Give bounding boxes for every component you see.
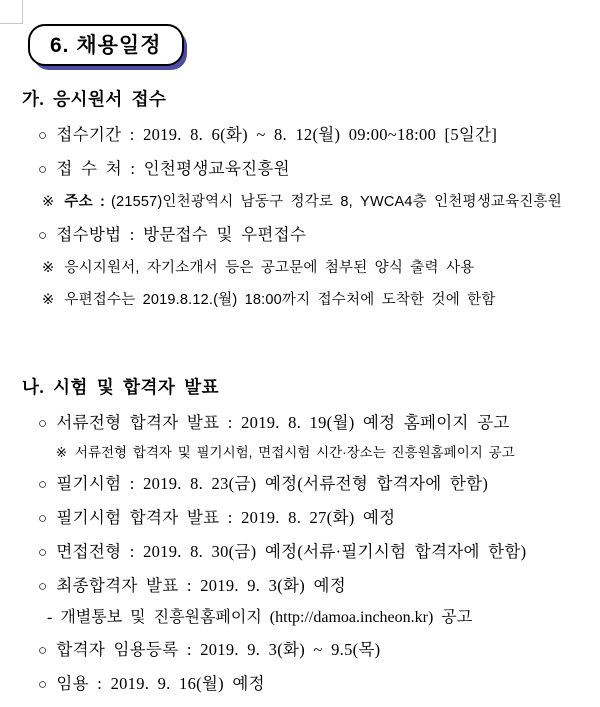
schedule-item-reception-place: [38, 159, 600, 180]
item-text: 우편접수는 2019.8.12.(월) 18:00까지 접수처에 도착한 것에 한함: [64, 292, 496, 308]
reference-mark-icon: ※: [42, 292, 55, 308]
reference-mark-icon: ※: [56, 445, 67, 460]
item-text: 서류전형 합격자 및 필기시험, 면접시험 시간·장소는 진흥원홈페이지 공고: [74, 445, 515, 460]
item-text: 서류전형 합격자 발표 : 2019. 8. 19(월) 예정 홈페이지 공고: [56, 413, 510, 432]
circle-bullet-icon: ○: [38, 162, 48, 178]
note-item-forms: [42, 259, 600, 278]
circle-bullet-icon: ○: [38, 511, 48, 527]
circle-bullet-icon: ○: [38, 545, 48, 561]
item-text: 접수기간 : 2019. 8. 6(화) ~ 8. 12(월) 09:00~18:00 [5일간]: [56, 125, 498, 144]
item-text: 최종합격자 발표 : 2019. 9. 3(화) 예정: [56, 576, 346, 595]
item-text: 면접전형 : 2019. 8. 30(금) 예정(서류·필기시험 합격자에 한함): [56, 542, 527, 561]
schedule-item-appointment: [38, 674, 600, 695]
item-text: 합격자 임용등록 : 2019. 9. 3(화) ~ 9.5(목): [56, 640, 381, 659]
circle-bullet-icon: ○: [38, 579, 48, 595]
item-text: (21557)인천광역시 남동구 정각로 8, YWCA4층 인천평생교육진흥원: [111, 194, 562, 210]
circle-bullet-icon: ○: [38, 228, 48, 244]
item-text: 임용 : 2019. 9. 16(월) 예정: [56, 674, 265, 693]
circle-bullet-icon: ○: [38, 416, 48, 432]
schedule-item-written-pass: [38, 508, 600, 529]
reference-mark-icon: ※: [42, 194, 55, 210]
circle-bullet-icon: ○: [38, 128, 48, 144]
schedule-item-interview: [38, 542, 600, 563]
section-exam-results: [0, 374, 600, 695]
schedule-item-reception-method: [38, 225, 600, 246]
dash-bullet-icon: -: [47, 609, 53, 626]
note-label: 주소 :: [64, 194, 106, 210]
section-heading: 나. 시험 및 합격자 발표: [22, 377, 220, 397]
section-title-badge: [28, 24, 184, 66]
circle-bullet-icon: ○: [38, 643, 48, 659]
item-text: 접수방법 : 방문접수 및 우편접수: [56, 225, 307, 244]
page-margin-corner-mark: [0, 0, 23, 24]
circle-bullet-icon: ○: [38, 677, 48, 693]
schedule-item-final-pass: [38, 576, 600, 597]
item-text: 응시지원서, 자기소개서 등은 공고문에 첨부된 양식 출력 사용: [64, 260, 475, 276]
section-heading: 가. 응시원서 접수: [22, 89, 167, 109]
item-text: 접 수 처 : 인천평생교육진흥원: [56, 159, 290, 178]
schedule-item-written-exam: [38, 474, 600, 495]
reference-mark-icon: ※: [42, 260, 55, 276]
section-application: [0, 86, 600, 310]
schedule-item-document-pass: [38, 413, 600, 434]
item-text: 필기시험 합격자 발표 : 2019. 8. 27(화) 예정: [56, 508, 396, 527]
schedule-item-appointment-registration: [38, 640, 600, 661]
schedule-item-reception-period: [38, 125, 600, 146]
document-content: [0, 86, 600, 707]
subitem-individual-notice: [47, 608, 600, 627]
circle-bullet-icon: ○: [38, 477, 48, 493]
item-text: 필기시험 : 2019. 8. 23(금) 예정(서류전형 합격자에 한함): [56, 474, 489, 493]
item-text: 개별통보 및 진흥원홈페이지 (http://damoa.incheon.kr) 공고: [60, 609, 473, 626]
note-item-address: [42, 193, 600, 212]
section-title-text: 6. 채용일정: [50, 34, 162, 57]
note-item-mail-deadline: [42, 291, 600, 310]
note-item-homepage-notice: [56, 444, 600, 461]
